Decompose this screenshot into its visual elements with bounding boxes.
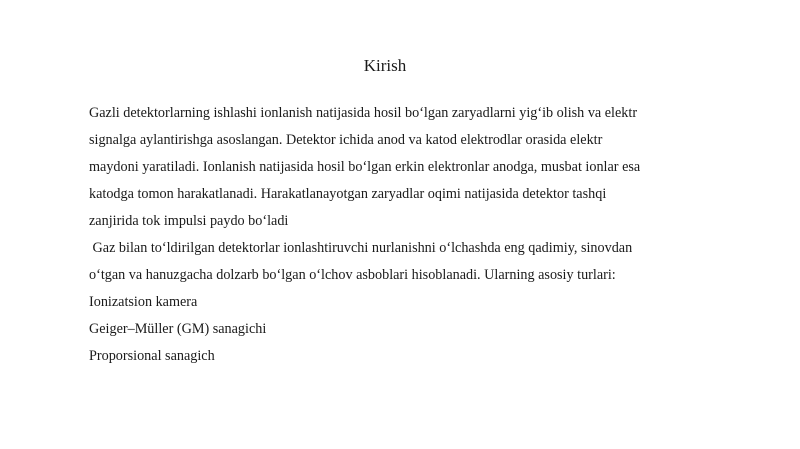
paragraph-line: signalga aylantirishga asoslangan. Detektor ichida anod va katod elektrodlar orasida elektr	[89, 132, 603, 148]
list-item-ionization-chamber: Ionizatsion kamera	[89, 294, 198, 310]
document-title: Kirish	[363, 56, 407, 75]
paragraph-line: Gazli detektorlarning ishlashi ionlanish natijasida hosil bo‘lgan zaryadlarni yig‘ib olish va elektr	[89, 105, 638, 121]
paragraph-line: Gaz bilan to‘ldirilgan detektorlar ionlashtiruvchi nurlanishni o‘lchashda eng qadimiy, sinovdan	[89, 240, 633, 256]
paragraph-line: o‘tgan va hanuzgacha dolzarb bo‘lgan o‘lchov asboblari hisoblanadi. Ularning asosiy turlari:	[89, 267, 616, 283]
paragraph-line: zanjirida tok impulsi paydo bo‘ladi	[89, 213, 289, 229]
paragraph-line: maydoni yaratiladi. Ionlanish natijasida hosil bo‘lgan erkin elektronlar anodga, musbat ionlar esa	[89, 159, 641, 175]
list-item-proportional-counter: Proporsional sanagich	[89, 348, 215, 364]
list-item-geiger-muller-counter: Geiger–Müller (GM) sanagichi	[89, 321, 267, 337]
paragraph-line: katodga tomon harakatlanadi. Harakatlanayotgan zaryadlar oqimi natijasida detektor tashqi	[89, 186, 607, 202]
document-body	[89, 100, 729, 370]
